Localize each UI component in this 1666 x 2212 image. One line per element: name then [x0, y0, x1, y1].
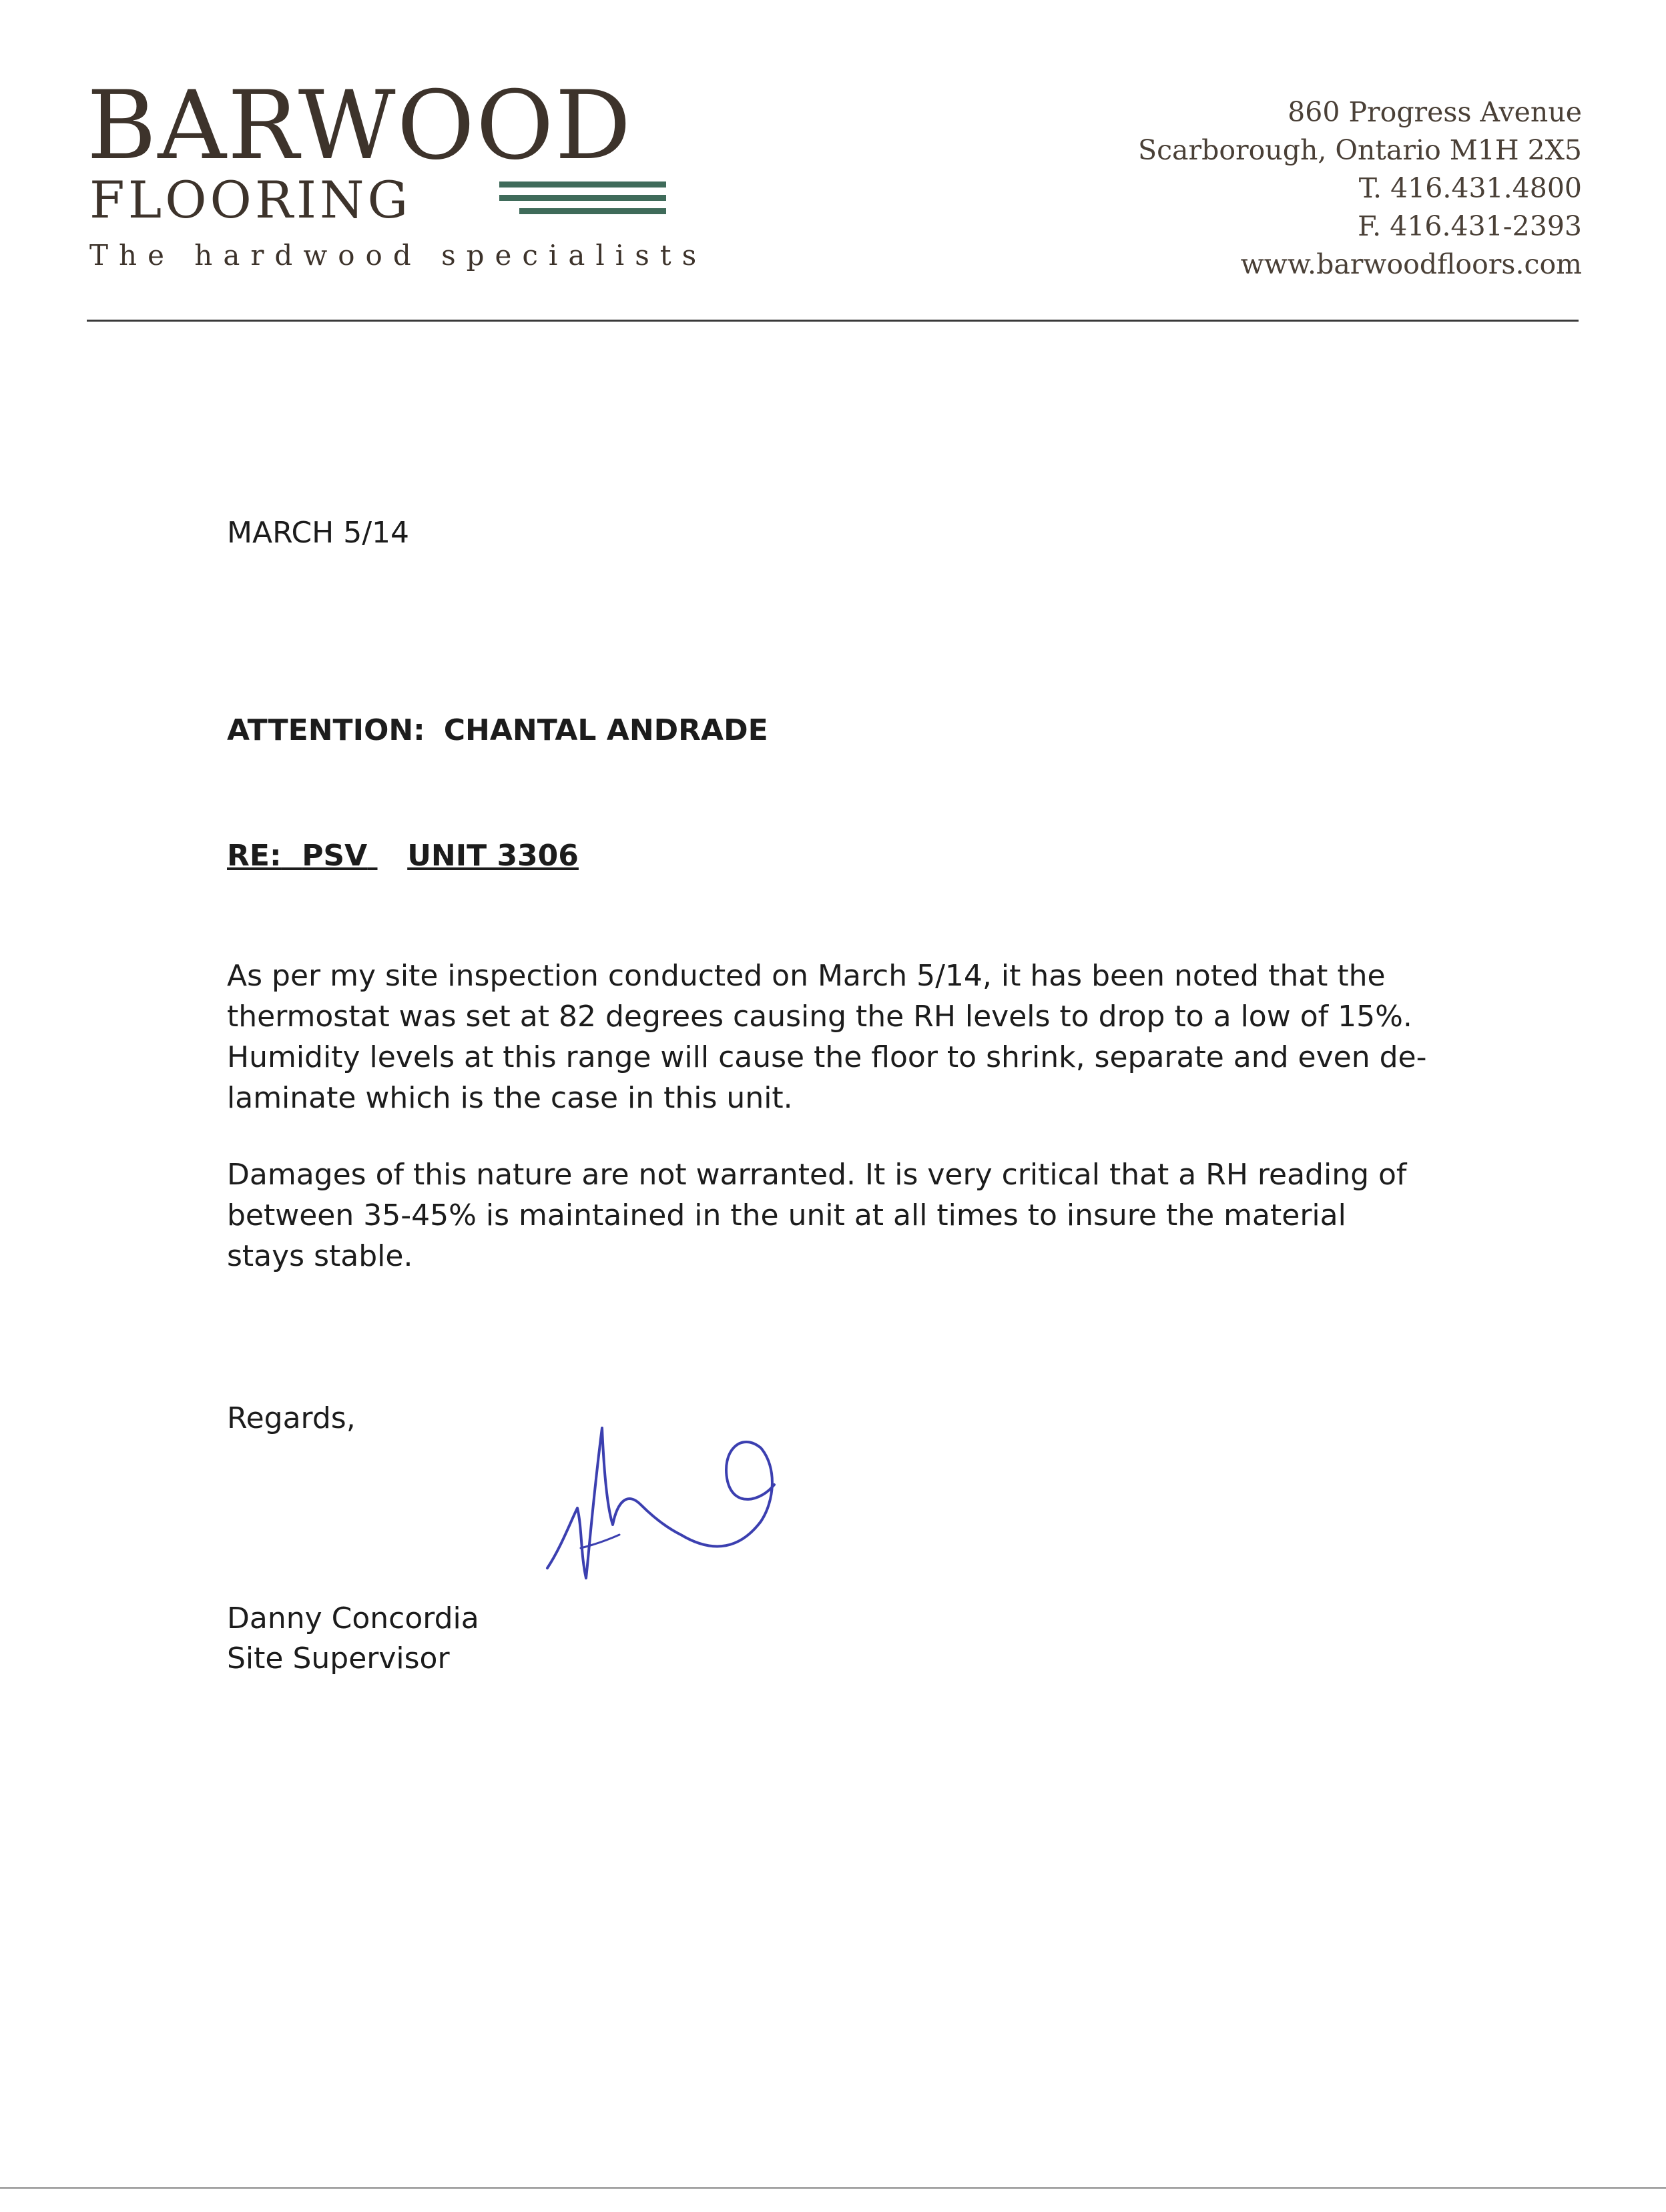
subject-unit: UNIT 3306	[407, 839, 579, 873]
body-paragraph-1	[227, 956, 1482, 1118]
footer-divider	[0, 2187, 1666, 2189]
attention-name: CHANTAL ANDRADE	[443, 713, 768, 747]
address-city: Scarborough, Ontario M1H 2X5	[1137, 134, 1582, 166]
subject-line	[227, 835, 579, 876]
paragraph-line: As per my site inspection conducted on March 5/14, it has been noted that the	[227, 959, 1386, 993]
handwritten-signature	[541, 1421, 914, 1588]
subject-label: RE:	[227, 839, 282, 873]
body-paragraph-2	[227, 1154, 1482, 1276]
website-link[interactable]: www.barwoodfloors.com	[1240, 248, 1582, 280]
letterhead	[0, 0, 1666, 320]
phone-number: T. 416.431.4800	[1358, 172, 1582, 204]
company-logo-subtitle: FLOORING	[89, 170, 412, 230]
paragraph-line: Damages of this nature are not warranted. It is very critical that a RH reading of	[227, 1158, 1407, 1192]
fax-number: F. 416.431-2393	[1358, 210, 1582, 242]
logo-stripes-icon	[499, 179, 666, 219]
company-address-block	[1138, 93, 1582, 284]
address-street: 860 Progress Avenue	[1288, 96, 1582, 128]
closing: Regards,	[227, 1401, 356, 1435]
header-divider	[87, 320, 1579, 322]
attention-label: ATTENTION:	[227, 713, 425, 747]
signer-title: Site Supervisor	[227, 1641, 450, 1676]
signer-name: Danny Concordia	[227, 1601, 479, 1635]
paragraph-line: between 35-45% is maintained in the unit at all times to insure the material	[227, 1198, 1346, 1232]
company-logo-name: BARWOOD	[87, 71, 633, 181]
paragraph-line: laminate which is the case in this unit.	[227, 1081, 793, 1115]
paragraph-line: stays stable.	[227, 1239, 413, 1273]
paragraph-line: Humidity levels at this range will cause the floor to shrink, separate and even de-	[227, 1040, 1427, 1074]
letter-date: MARCH 5/14	[227, 516, 410, 550]
paragraph-line: thermostat was set at 82 degrees causing the RH levels to drop to a low of 15%.	[227, 1000, 1412, 1034]
attention-line	[227, 710, 768, 751]
subject-project: PSV	[302, 839, 368, 873]
company-tagline: The hardwood specialists	[89, 239, 708, 272]
